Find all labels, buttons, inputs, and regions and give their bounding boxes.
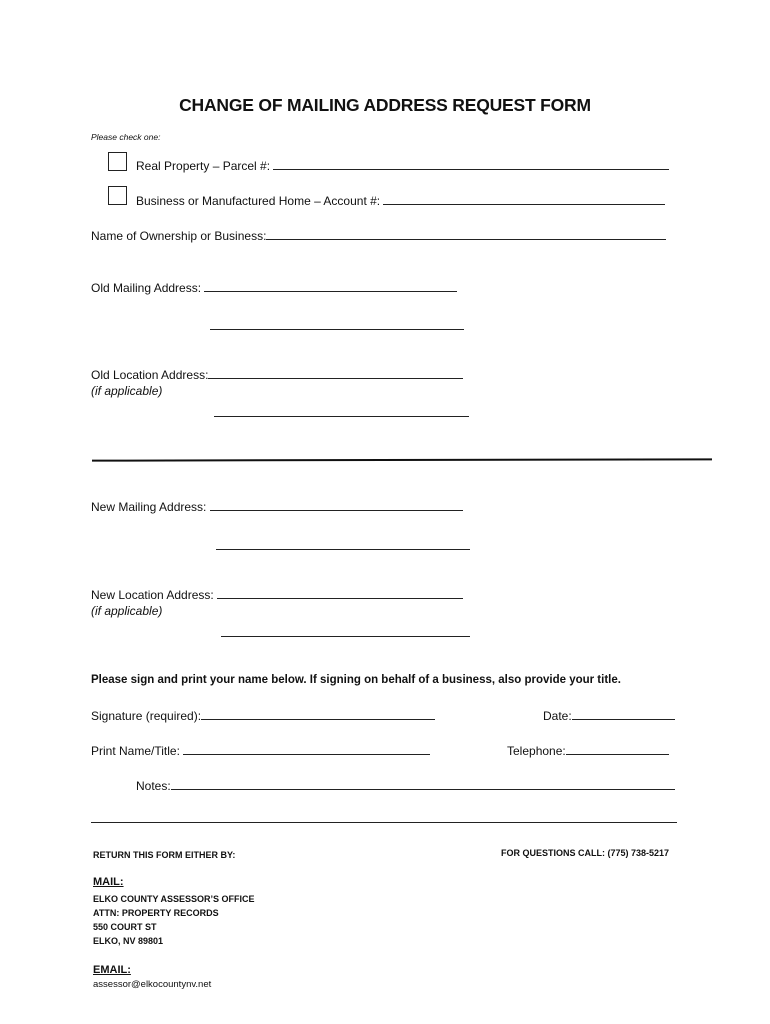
mail-address	[93, 892, 255, 948]
old-mailing-field-2[interactable]	[210, 318, 464, 330]
real-property-checkbox[interactable]	[108, 152, 127, 171]
signature-row	[91, 708, 435, 723]
email-address[interactable]: assessor@elkocountynv.net	[93, 979, 212, 990]
form-title: CHANGE OF MAILING ADDRESS REQUEST FORM	[179, 95, 591, 115]
business-row	[136, 193, 665, 208]
check-prompt: Please check one:	[91, 132, 161, 142]
business-label: Business or Manufactured Home – Account #:	[136, 194, 381, 208]
section-divider	[92, 458, 712, 461]
old-mailing-label: Old Mailing Address:	[91, 281, 202, 295]
new-mailing-field-2[interactable]	[216, 538, 470, 550]
date-row	[543, 708, 675, 723]
new-mailing-field-1[interactable]	[210, 499, 463, 511]
business-checkbox[interactable]	[108, 186, 127, 205]
old-location-row	[91, 367, 463, 382]
notes-label: Notes:	[136, 779, 171, 793]
print-name-label: Print Name/Title:	[91, 744, 180, 758]
return-label: RETURN THIS FORM EITHER BY:	[93, 850, 236, 860]
notes-field-2[interactable]	[91, 811, 677, 823]
notes-row	[136, 778, 675, 793]
parcel-number-field[interactable]	[273, 158, 669, 170]
sign-instruction: Please sign and print your name below. If signing on behalf of a business, also provide your title.	[91, 674, 621, 686]
old-location-field-2[interactable]	[214, 405, 469, 417]
new-location-field-2[interactable]	[221, 625, 470, 637]
old-mailing-field-1[interactable]	[204, 280, 457, 292]
new-mailing-row	[91, 499, 463, 514]
date-field[interactable]	[572, 708, 675, 720]
telephone-field[interactable]	[566, 743, 669, 755]
old-location-label: Old Location Address:	[91, 368, 209, 382]
ownership-row	[91, 228, 666, 243]
new-location-field-1[interactable]	[217, 587, 463, 599]
old-location-note: (if applicable)	[91, 384, 163, 398]
notes-field-1[interactable]	[171, 778, 675, 790]
new-location-label: New Location Address:	[91, 588, 214, 602]
ownership-label: Name of Ownership or Business:	[91, 229, 267, 243]
telephone-row	[507, 743, 669, 758]
telephone-label: Telephone:	[507, 744, 566, 758]
signature-label: Signature (required):	[91, 709, 202, 723]
print-name-row	[91, 743, 430, 758]
real-property-row	[136, 158, 669, 173]
mail-line-city: ELKO, NV 89801	[93, 936, 164, 946]
questions-label: FOR QUESTIONS CALL: (775) 738-5217	[501, 848, 670, 858]
new-mailing-label: New Mailing Address:	[91, 500, 207, 514]
print-name-field[interactable]	[183, 743, 430, 755]
email-heading: EMAIL:	[93, 964, 131, 976]
mail-heading: MAIL:	[93, 876, 124, 888]
mail-line-attn: ATTN: PROPERTY RECORDS	[93, 908, 219, 918]
ownership-field[interactable]	[266, 228, 666, 240]
mail-line-office: ELKO COUNTY ASSESSOR’S OFFICE	[93, 894, 255, 904]
signature-field[interactable]	[201, 708, 435, 720]
new-location-row	[91, 587, 463, 602]
date-label: Date:	[543, 709, 572, 723]
account-number-field[interactable]	[383, 193, 665, 205]
old-mailing-row	[91, 280, 457, 295]
old-location-field-1[interactable]	[208, 367, 463, 379]
mail-line-street: 550 COURT ST	[93, 922, 157, 932]
real-property-label: Real Property – Parcel #:	[136, 159, 271, 173]
new-location-note: (if applicable)	[91, 604, 163, 618]
